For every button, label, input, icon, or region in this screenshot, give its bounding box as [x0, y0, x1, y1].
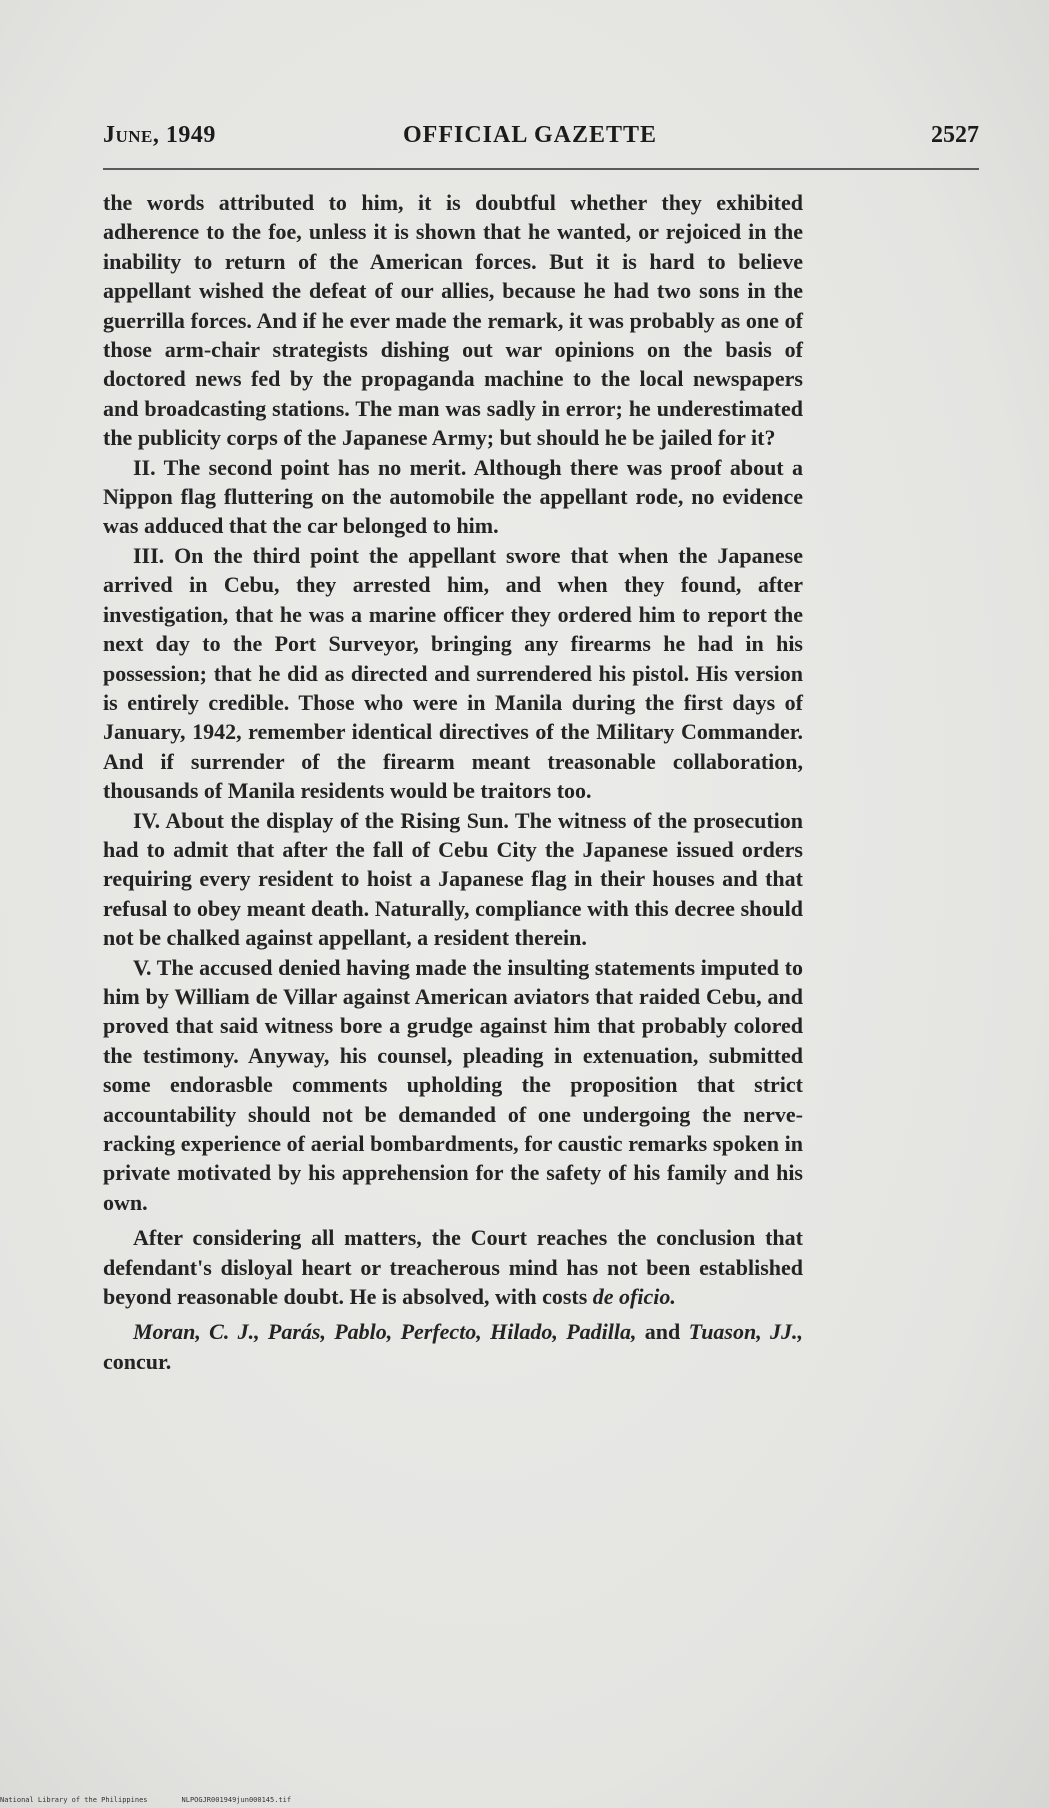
- paragraph-conclusion: [103, 1223, 803, 1311]
- page-header: [103, 122, 979, 162]
- paragraph-point-2: II. The second point has no merit. Although there was proof about a Nippon flag fluttering on the automobile the appellant rode, no evidence was adduced that the car belonged to him.: [103, 454, 803, 539]
- conclusion-text: After considering all matters, the Court reaches the conclusion that defendant's disloyal heart or treacherous mind has not been established beyond reasonable doubt. He is absolved, with costs: [103, 1225, 803, 1310]
- paragraph-point-5: V. The accused denied having made the insulting statements imputed to him by William de Villar against American aviators that raided Cebu, and proved that said witness bore a grudge against him that probably colored the testimony. Anyway, his counsel, pleading in extenuation, submitted some endorasble comments upholding the proposition that strict accountability should not be demanded of one undergoing the nerve-racking experience of aerial bombardments, for caustic remarks spoken in private motivated by his apprehension for the safety of his family and his own.: [103, 954, 803, 1215]
- costs-term: de oficio.: [592, 1284, 676, 1310]
- header-date: June, 1949: [103, 122, 216, 148]
- concurring-justices: Tuason, JJ.,: [688, 1319, 804, 1345]
- paragraph-point-4: IV. About the display of the Rising Sun. The witness of the prosecution had to admit that after the fall of Cebu City the Japanese issued orders requiring every resident to hoist a Japanese flag in their houses and that refusal to obey meant death. Naturally, compliance with this decree should not be chalked against appellant, a resident therein.: [103, 807, 803, 951]
- and-word: and: [644, 1319, 681, 1345]
- footer-file-id: NLPOGJR001949jun000145.tif: [181, 1796, 292, 1804]
- paragraph-point-3: III. On the third point the appellant swore that when the Japanese arrived in Cebu, they arrested him, and when they found, after investigation, that he was a marine officer they ordered him to report the next day to the Port Surveyor, bringing any firearms he had in his possession; that he did as directed and surrendered his pistol. His version is entirely credible. Those who were in Manila during the first days of January, 1942, remember identical directives of the Military Commander. And if surrender of the firearm meant treasonable collaboration, thousands of Manila residents would be traitors too.: [103, 542, 803, 804]
- footer-library: National Library of the Philippines: [0, 1796, 148, 1804]
- paragraph-continuation: the words attributed to him, it is doubtful whether they exhibited adherence to the foe, unless it is shown that he wanted, or rejoiced in the inability to return of the American forces. But it is hard to believe appellant wished the defeat of our allies, because he had two sons in the guerrilla forces. And if he ever made the remark, it was probably as one of those arm-chair strategists dishing out war opinions on the basis of doctored news fed by the propaganda machine to the local newspapers and broadcasting stations. The man was sadly in error; he underestimated the publicity corps of the Japanese Army; but should he be jailed for it?: [103, 190, 803, 451]
- scan-footer: [0, 1796, 291, 1804]
- page-number: 2527: [931, 122, 979, 148]
- header-title: OFFICIAL GAZETTE: [403, 122, 658, 148]
- concurring-judges: Moran, C. J., Parás, Pablo, Perfecto, Hilado, Padilla,: [133, 1319, 637, 1345]
- body-text: [103, 188, 803, 1376]
- paragraph-concurrence: [103, 1317, 803, 1376]
- header-rule: [103, 168, 979, 170]
- concur-verb: concur.: [103, 1348, 172, 1374]
